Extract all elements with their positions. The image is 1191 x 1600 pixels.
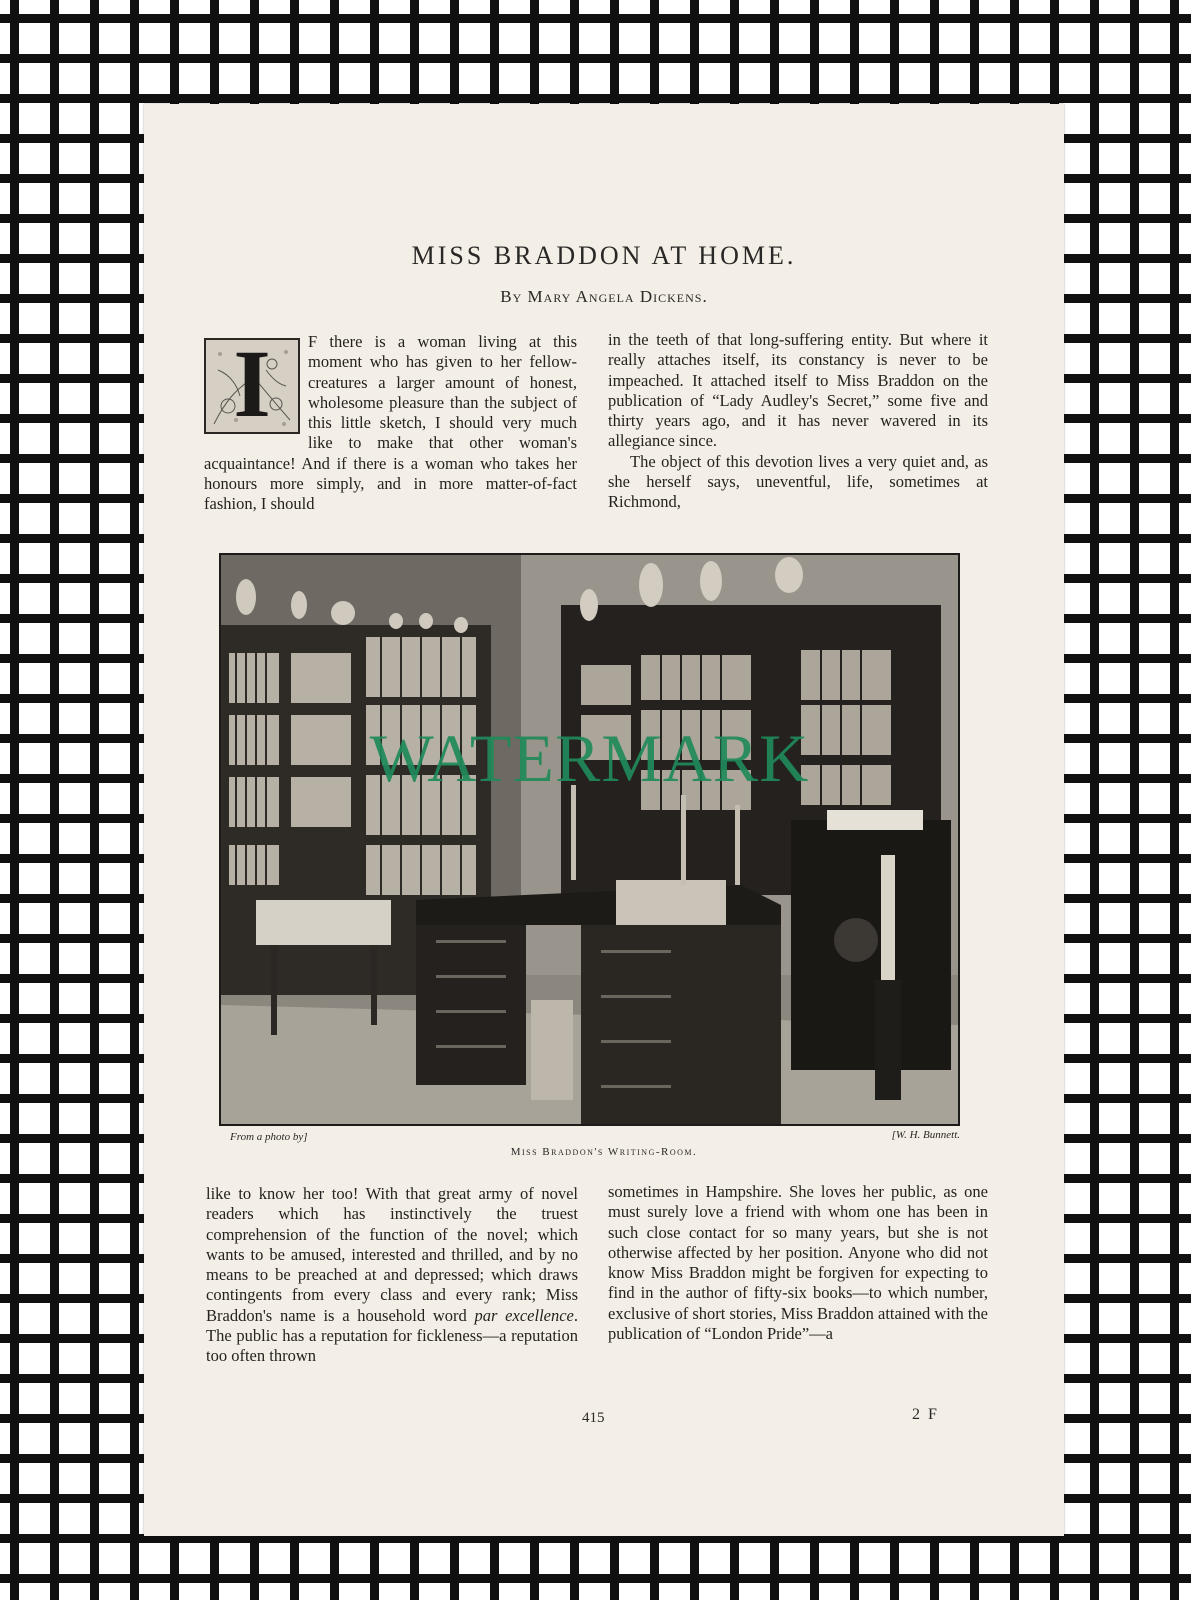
page-number: 415	[582, 1410, 605, 1426]
paragraph: in the teeth of that long-suffering entity. But where it really attaches itself, its constancy is never to be impeached. It attached itself to Miss Braddon on the publication of “Lady Audley's Secret,” some five and thirty years ago, and it has never wavered in its allegiance since.	[608, 330, 988, 451]
watermark-text: WATERMARK	[369, 720, 810, 796]
article-byline: By Mary Angela Dickens.	[500, 287, 708, 306]
text-run: . The public has a reputation for fickleness—a reputation too often thrown	[206, 1305, 578, 1366]
paragraph: The object of this devotion lives a very quiet and, as she herself says, uneventful, life, sometimes at Richmond,	[608, 451, 988, 512]
italic-phrase: par excellence	[474, 1305, 574, 1325]
writing-room-photograph	[219, 553, 960, 1126]
photo-credit-left: From a photo by]	[230, 1131, 308, 1143]
column-top-right	[608, 330, 988, 513]
paragraph: F there is a woman living at this moment who has given to her fellow-creatures a larger amount of honest, wholesome pleasure than the subject of this little sketch, I should very much like to make that other woman's acquaintance! And if there is a woman who takes her honours more simply, and in more matter-of-fact fashion, I should	[204, 332, 577, 514]
magazine-page	[144, 104, 1064, 1536]
writing-room-image	[221, 555, 958, 1124]
signature-mark: 2 F	[912, 1406, 939, 1423]
column-top-left	[204, 332, 577, 515]
column-bottom-left	[206, 1184, 578, 1367]
article-title: MISS BRADDON AT HOME.	[411, 241, 797, 270]
column-bottom-right	[608, 1182, 988, 1344]
ornamental-initial-icon	[204, 338, 300, 434]
dropcap-letter: I	[233, 338, 271, 434]
text-run: like to know her too! With that great army of novel readers which has instinctively the truest comprehension of the function of the novel; which wants to be amused, interested and thrilled, and by no means to be preached at and depressed; which draws contingents from every class and every rank; Miss Braddon's name is a household word	[206, 1184, 578, 1325]
photo-credit-right: [W. H. Bunnett.	[891, 1129, 960, 1141]
paragraph: sometimes in Hampshire. She loves her public, as one must surely love a friend with whom one has been in such close contact for so many years, but she is not otherwise affected by her position. Anyone who did not know Miss Braddon might be forgiven for expecting to find in the author of fifty-six books—to which number, exclusive of short stories, Miss Braddon attained with the publication of “London Pride”—a	[608, 1182, 988, 1344]
photo-caption: Miss Braddon's Writing-Room.	[510, 1146, 698, 1158]
paragraph	[206, 1184, 578, 1367]
